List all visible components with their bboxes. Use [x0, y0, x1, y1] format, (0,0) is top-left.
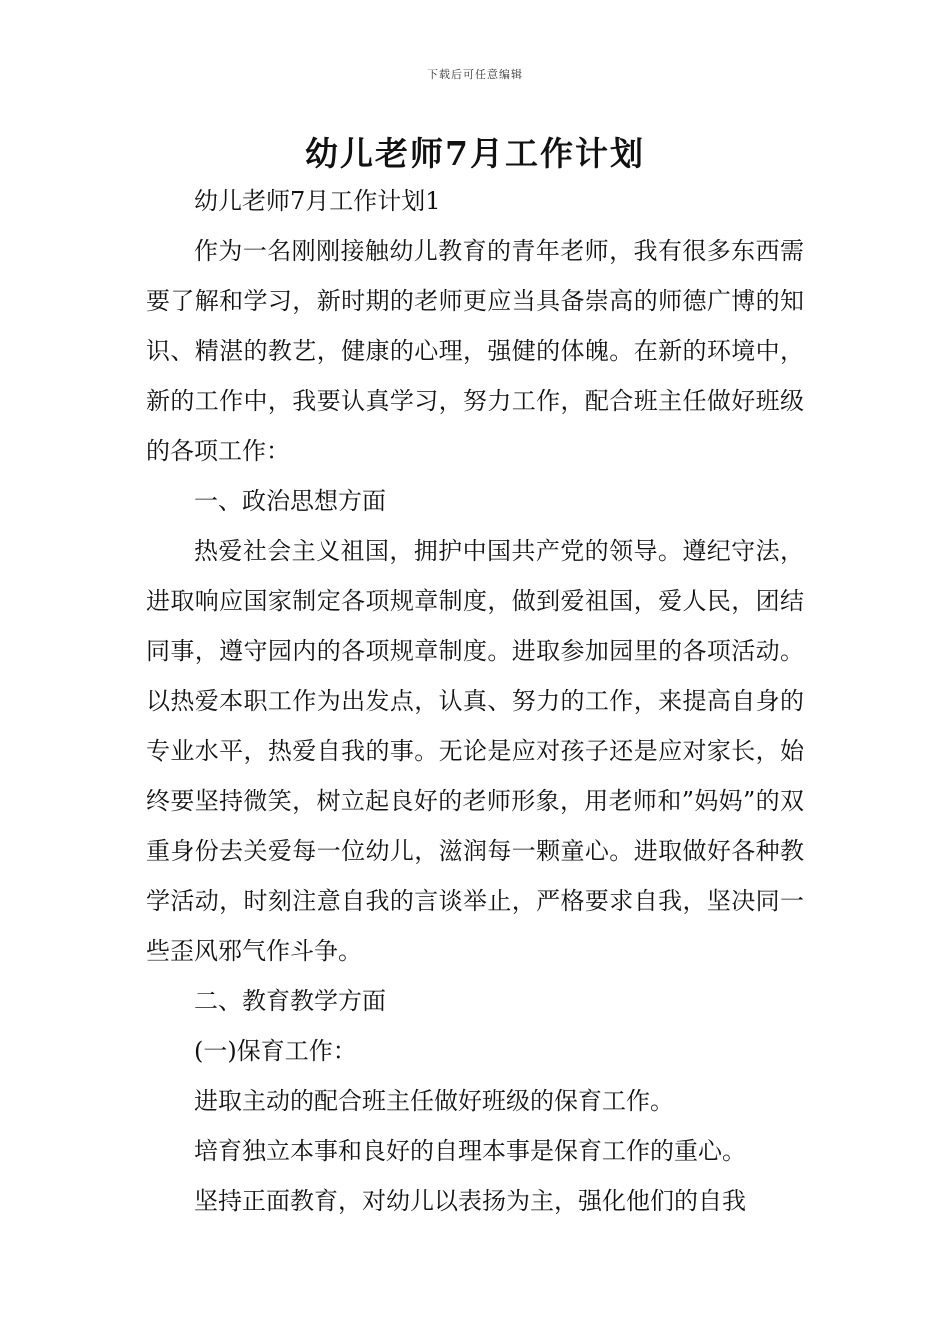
- subsection-heading-care: (一)保育工作：: [194, 1037, 357, 1065]
- document-body: [146, 176, 804, 1226]
- section-heading-politics: 一、政治思想方面: [194, 487, 386, 515]
- intro-paragraph: 作为一名刚刚接触幼儿教育的青年老师，我有很多东西需要了解和学习，新时期的老师更应当具备崇高的师德广博的知识、精湛的教艺，健康的心理，强健的体魄。在新的环境中，新的工作中，我要认真学习，努力工作，配合班主任做好班级的各项工作：: [146, 237, 804, 465]
- section-heading-education: 二、教育教学方面: [194, 987, 386, 1015]
- care-paragraph-1: 进取主动的配合班主任做好班级的保育工作。: [194, 1087, 674, 1115]
- document-title: 幼儿老师7月工作计划: [305, 134, 645, 173]
- politics-paragraph: 热爱社会主义祖国，拥护中国共产党的领导。遵纪守法，进取响应国家制定各项规章制度，做到爱祖国，爱人民，团结同事，遵守园内的各项规章制度。进取参加园里的各项活动。以热爱本职工作为出发点，认真、努力的工作，来提高自身的专业水平，热爱自我的事。无论是应对孩子还是应对家长，始终要坚持微笑，树立起良好的老师形象，用老师和”妈妈”的双重身份去关爱每一位幼儿，滋润每一颗童心。进取做好各种教学活动，时刻注意自我的言谈举止，严格要求自我，坚决同一些歪风邪气作斗争。: [146, 537, 804, 965]
- subtitle-paragraph: 幼儿老师7月工作计划1: [194, 187, 441, 215]
- care-paragraph-2: 培育独立本事和良好的自理本事是保育工作的重心。: [194, 1137, 746, 1165]
- care-paragraph-3: 坚持正面教育，对幼儿以表扬为主，强化他们的自我: [194, 1187, 746, 1215]
- header-note: 下载后可任意编辑: [427, 68, 523, 81]
